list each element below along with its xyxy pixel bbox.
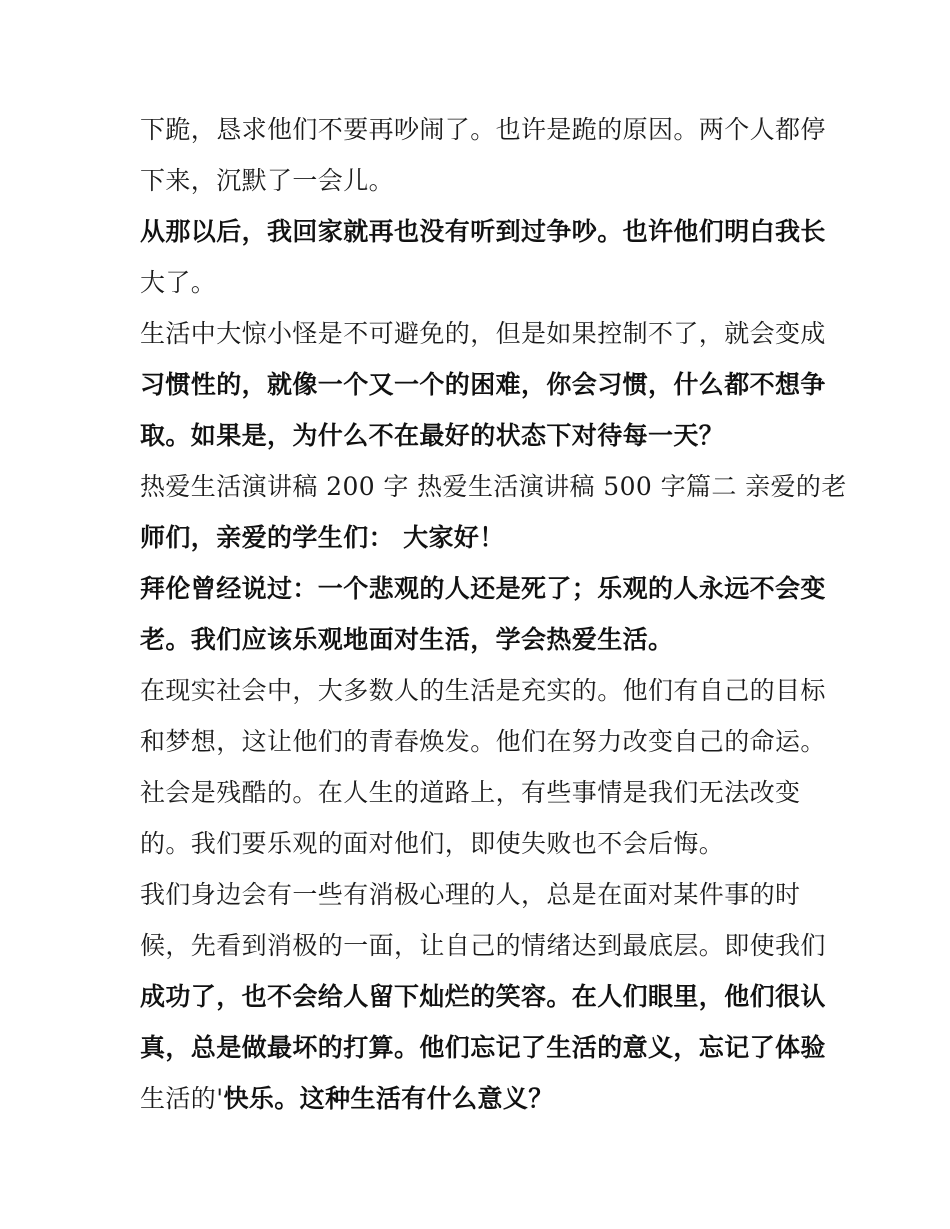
text-line: 拜伦曾经说过：一个悲观的人还是死了；乐观的人永远不会变 — [140, 574, 826, 603]
text-line: 从那以后，我回家就再也没有听到过争吵。也许他们明白我长 — [140, 217, 826, 246]
text-line: 真，总是做最坏的打算。他们忘记了生活的意义，忘记了体验 — [140, 1033, 826, 1062]
text-line: 候，先看到消极的一面，让自己的情绪达到最底层。即使我们 — [140, 931, 826, 960]
text-line: 大了。 — [140, 268, 217, 297]
text-fragment: 快乐。这种生活有什么意义？ — [223, 1084, 554, 1113]
text-fragment: 生活的' — [140, 1084, 224, 1113]
text-line: 在现实社会中，大多数人的生活是充实的。他们有自己的目标 — [140, 676, 826, 705]
text-line: 习惯性的，就像一个又一个的困难，你会习惯，什么都不想争 — [140, 370, 826, 399]
text-line: 下跪，恳求他们不要再吵闹了。也许是跪的原因。两个人都停 — [140, 115, 826, 144]
text-line: 的。我们要乐观的面对他们，即使失败也不会后悔。 — [140, 829, 725, 858]
text-line: 取。如果是，为什么不在最好的状态下对待每一天？ — [140, 421, 725, 450]
text-line-last — [140, 1073, 820, 1124]
text-line: 下来，沉默了一会儿。 — [140, 166, 395, 195]
text-line: 和梦想，这让他们的青春焕发。他们在努力改变自己的命运。 — [140, 727, 826, 756]
document-body — [140, 104, 847, 1124]
text-line: 成功了，也不会给人留下灿烂的笑容。在人们眼里，他们很认 — [140, 982, 826, 1011]
text-line: 生活中大惊小怪是不可避免的，但是如果控制不了，就会变成 — [140, 319, 826, 348]
text-line: 社会是残酷的。在人生的道路上，有些事情是我们无法改变 — [140, 778, 801, 807]
text-line: 我们身边会有一些有消极心理的人，总是在面对某件事的时 — [140, 880, 801, 909]
text-line: 师们，亲爱的学生们： 大家好！ — [140, 523, 505, 552]
text-line: 热爱生活演讲稿 200 字 热爱生活演讲稿 500 字篇二 亲爱的老 — [140, 472, 847, 501]
text-line: 老。我们应该乐观地面对生活，学会热爱生活。 — [140, 625, 674, 654]
